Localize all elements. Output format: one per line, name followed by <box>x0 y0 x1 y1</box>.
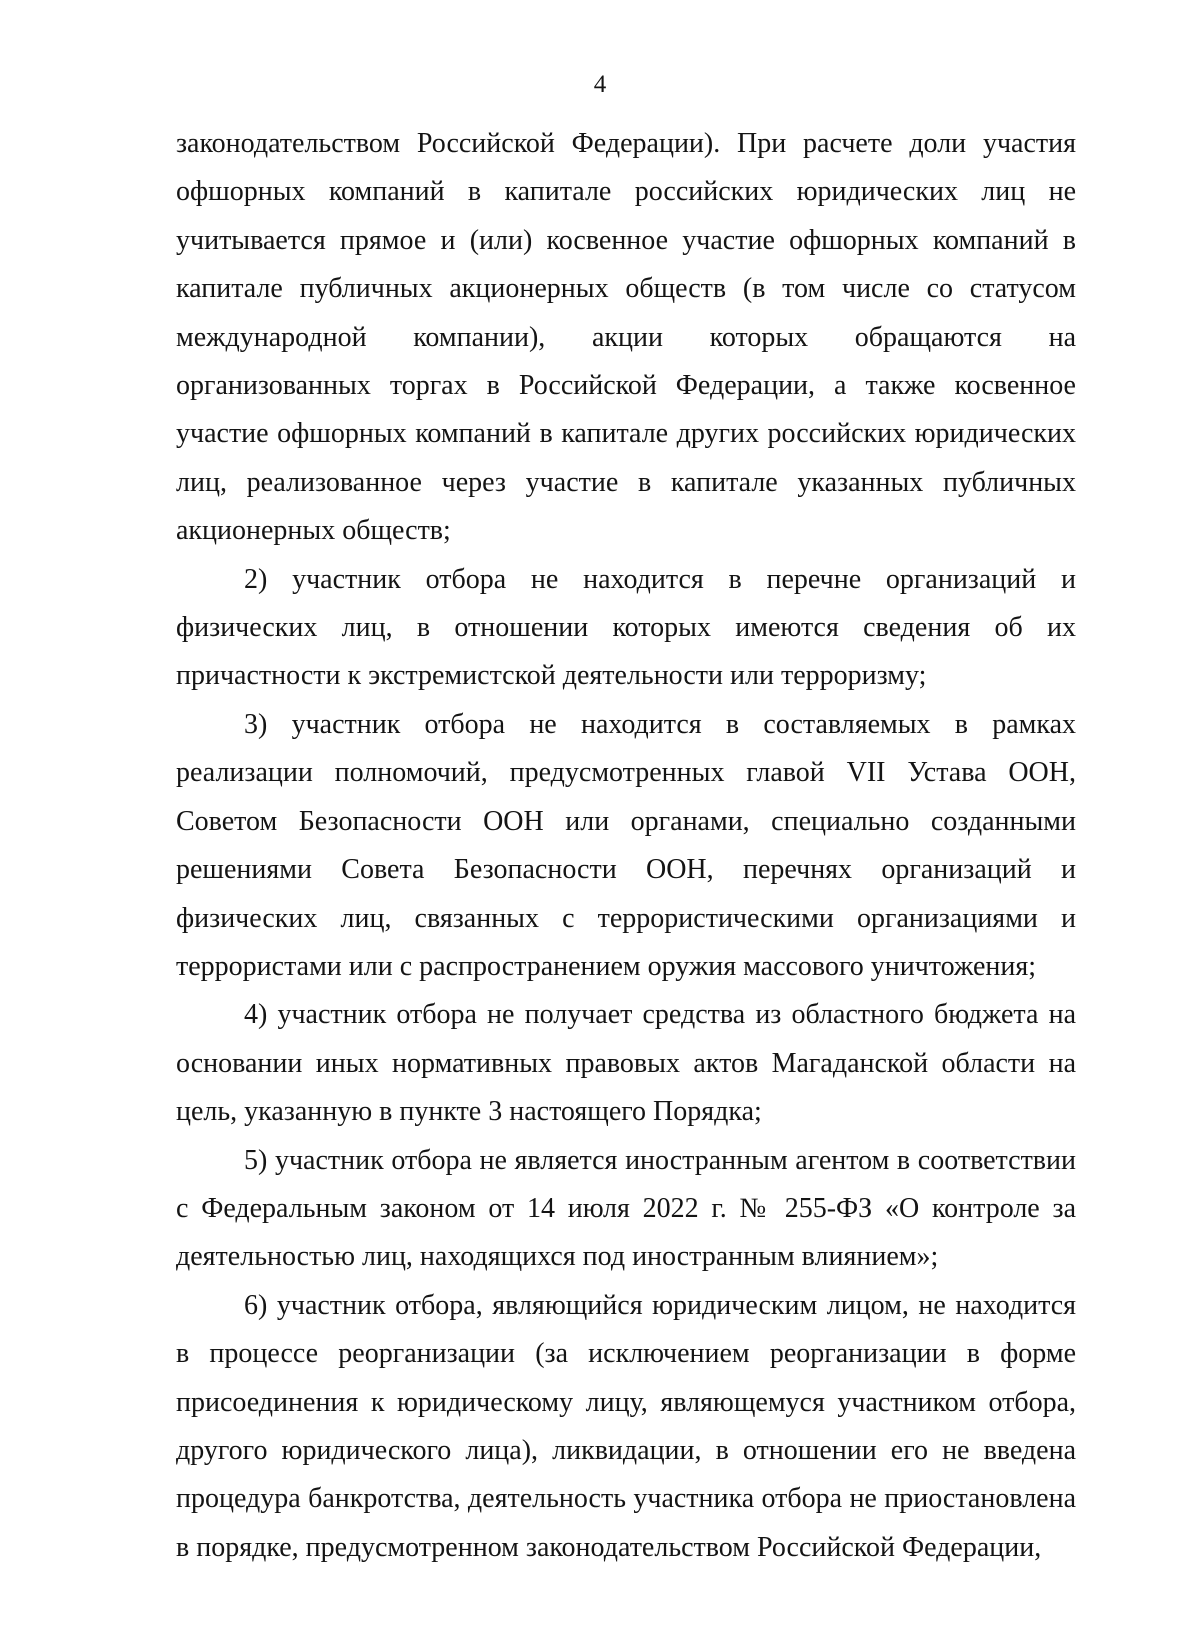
paragraph-item-2: 2) участник отбора не находится в перечне организаций и физических лиц, в отношении которых имеются сведения об их причастности к экстремистской деятельности или терроризму; <box>176 563 1076 692</box>
paragraph-item-3: 3) участник отбора не находится в составляемых в рамках реализации полномочий, предусмотренных главой VII Устава ООН, Советом Безопасности ООН или органами, специально созданными решениями Совета Безопасности ООН, перечнях организаций и физических лиц, связанных с террористическими организациями и террористами или с распространением оружия массового уничтожения; <box>176 708 1076 982</box>
paragraph-item-5: 5) участник отбора не является иностранным агентом в соответствии с Федеральным законом от 14 июля 2022 г. № 255-ФЗ «О контроле за деятельностью лиц, находящихся под иностранным влиянием»; <box>176 1144 1076 1273</box>
paragraph-continuation: законодательством Российской Федерации). При расчете доли участия офшорных компаний в капитале российских юридических лиц не учитывается прямое и (или) косвенное участие офшорных компаний в капитале публичных акционерных обществ (в том числе со статусом международной компании), акции которых обращаются на организованных торгах в Российской Федерации, а также косвенное участие офшорных компаний в капитале других российских юридических лиц, реализованное через участие в капитале указанных публичных акционерных обществ; <box>176 128 1076 547</box>
paragraph-item-4: 4) участник отбора не получает средства из областного бюджета на основании иных нормативных правовых актов Магаданской области на цель, указанную в пункте 3 настоящего Порядка; <box>176 999 1076 1128</box>
document-body <box>176 120 1076 1572</box>
paragraph-item-6: 6) участник отбора, являющийся юридическим лицом, не находится в процессе реорганизации (за исключением реорганизации в форме присоединения к юридическому лицу, являющемуся участником отбора, другого юридического лица), ликвидации, в отношении его не введена процедура банкротства, деятельность участника отбора не приостановлена в порядке, предусмотренном законодательством Российской Федерации, <box>176 1289 1076 1563</box>
page-number: 4 <box>593 71 607 98</box>
